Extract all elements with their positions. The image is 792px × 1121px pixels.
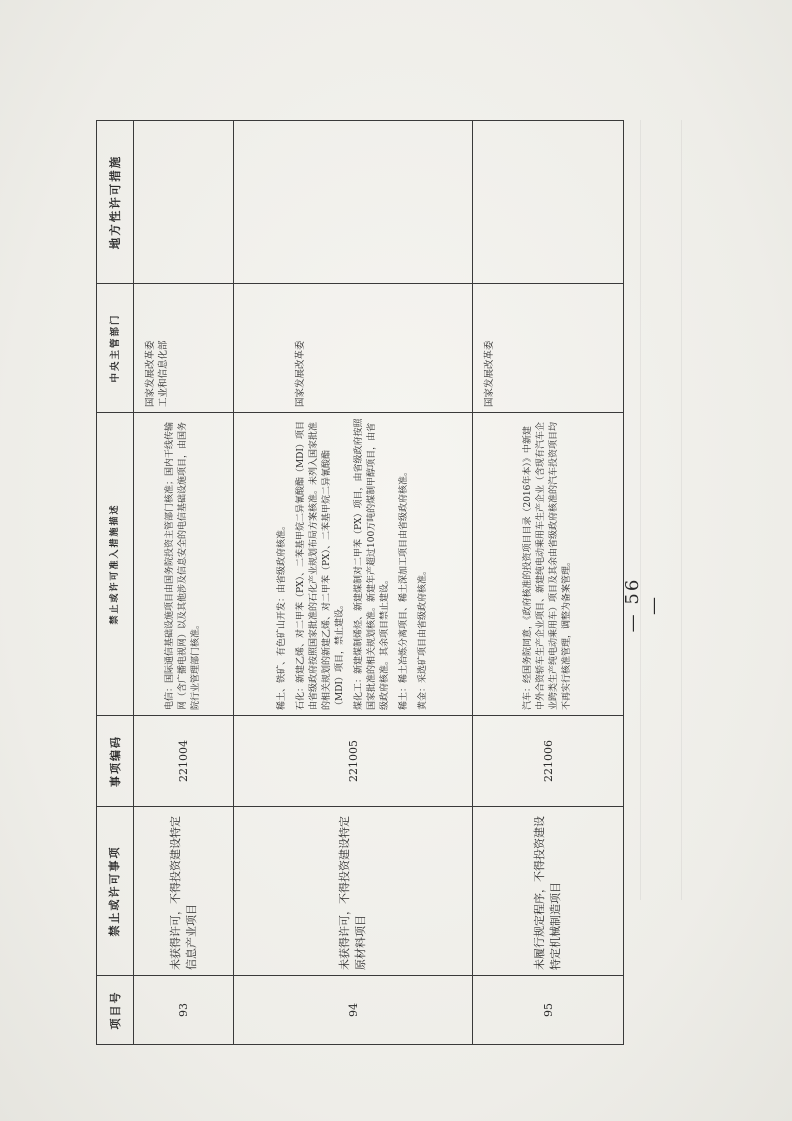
description-paragraph: 稀土：稀土冶炼分离项目、稀土深加工项目由省级政府核准。 [399,466,410,710]
row-measure-description [473,413,624,716]
header-item-name: 禁止或许可事项 [97,807,134,976]
row-measure-description [134,413,234,716]
description-paragraph: 黄金：采选矿项目由省级政府核准。 [418,565,429,710]
row-item-code: 221005 [234,716,473,807]
description-paragraph: 石化：新建乙烯、对二甲苯（PX）、二苯基甲烷二异氰酸酯（MDI）项目由省级政府按照国家批准的石化产业规划布局方案核准。未列入国家批准的相关规划的新建乙烯、对二甲苯（PX）、二苯基甲烷二异氰酸酯（MDI）项目，禁止建设。 [296,421,346,710]
header-local-measures: 地方性许可措施 [97,121,134,284]
row-local-measures [473,121,624,284]
header-central-department: 中央主管部门 [97,284,134,413]
row-number: 95 [473,976,624,1045]
row-item-code: 221006 [473,716,624,807]
table-row [134,121,234,1045]
row-number: 94 [234,976,473,1045]
row-local-measures [134,121,234,284]
row-central-department: 国家发展改革委 [473,284,624,413]
row-item-code: 221004 [134,716,234,807]
table-row [234,121,473,1045]
row-item-name: 未获得许可，不得投资建设特定信息产业项目 [134,807,234,976]
permit-table [96,120,624,1045]
description-paragraph: 煤化工：新建煤制烯烃、新建煤制对二甲苯（PX）项目，由省级政府按照国家批准的相关规划核准。新建年产超过100万吨的煤制甲醇项目，由省级政府核准。其余项目禁止建设。 [354,418,391,710]
row-local-measures [234,121,473,284]
table-header-row [97,121,134,1045]
description-paragraph: 稀土、铁矿、有色矿山开发：由省级政府核准。 [277,520,288,710]
row-item-name: 未履行规定程序，不得投资建设特定机械制造项目 [473,807,624,976]
table-row [473,121,624,1045]
header-item-code: 事项编码 [97,716,134,807]
page-number: — 56 — [622,577,664,633]
header-measure-description: 禁止或许可准入措施描述 [97,413,134,716]
description-paragraph: 汽车：经国务院同意，《政府核准的投资项目目录（2016年本）》中新建中外合资轿车生产企业项目、新建纯电动乘用车生产企业（含现有汽车企业跨类生产纯电动乘用车）项目及其余由省级政府核准的汽车投资项目均不再实行核准管理，调整为备案管理。 [523,421,573,710]
row-number: 93 [134,976,234,1045]
bleed-through-shadow [640,120,682,900]
row-item-name: 未获得许可，不得投资建设特定原材料项目 [234,807,473,976]
description-paragraph: 电信：国际通信基础设施项目由国务院投资主管部门核准；国内干线传输网（含广播电视网）以及其他涉及信息安全的电信基础设施项目，由国务院行业管理部门核准。 [165,421,202,710]
row-central-department: 国家发展改革委 [234,284,473,413]
header-item-number: 项目号 [97,976,134,1045]
row-measure-description [234,413,473,716]
row-central-department: 国家发展改革委 工业和信息化部 [134,284,234,413]
rotated-table-container [96,154,624,1045]
